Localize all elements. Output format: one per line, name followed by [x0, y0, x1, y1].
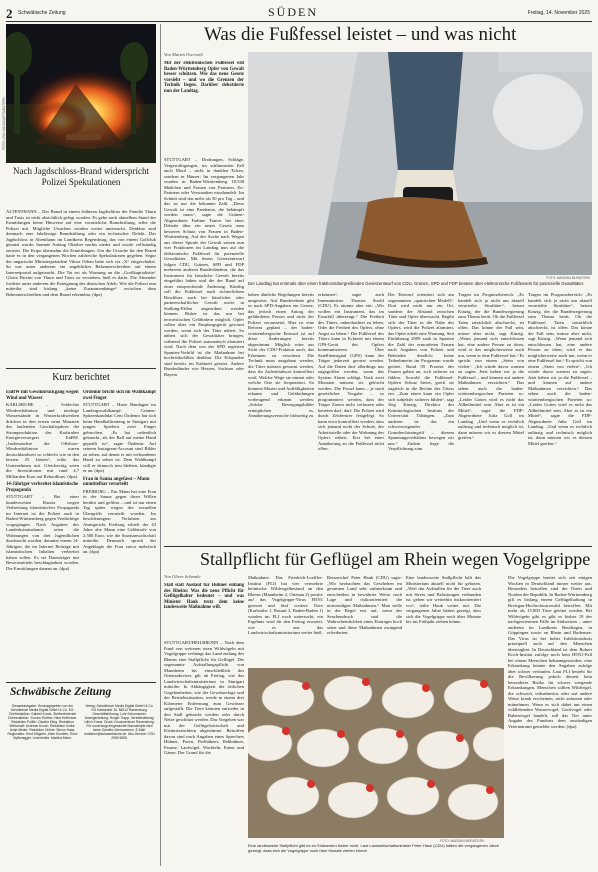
- main-col-5: [458, 292, 524, 542]
- header-rule: [6, 21, 592, 22]
- second-col-1-text: STUTTGART/HEILBRONN – Nach dem Fund von weiteren toten Wildvögeln mit Vogelgrippe verhängt das Land entlang des Rheins eine Stallpflicht für Geflügel. Die sogenannte Aufstallungspflicht von Mannheim bis einschließlich des Ortenaukreises gilt ab Freitag, wie das Landwirtschaftsministerium in Stuttgart mitteilte. In Abhängigkeit der örtlichen Gegebenheiten, wie der Gewässerlage und der Betriebssituation, werde in einem drei Kilometer Entfernung zum Gewässer aufgestallt. Die Tiere könnten entweder in den Stall gebracht werden oder durch Netze geschützt werden. Das Vorgehen war mit der Geflügelwirtschaft und Kleintierzüchtern abgestimmt. Betroffen davon sind nach Angaben eines Sprechers Hühner, Puten, Perlhühner, Rebhühner, Fasane, Laufvögel, Wachteln, Enten und Gänse. Der Grund für die: [164, 640, 244, 755]
- second-col-1: [164, 640, 244, 866]
- page-number: 2: [6, 6, 13, 21]
- chickens-image: [248, 668, 504, 838]
- second-lead: Stall statt Auslauf für Hühner entlang des Rheins: Was die neue Pflicht für Geflügelhalter bedeutet – und was Minister Hauk trotz dem keine landesweite Maßnahme will.: [164, 583, 244, 610]
- main-col-1: [164, 157, 244, 542]
- left-story-body: ALTENTHANN – Der Brand in einem früheren Jagdschloss der Familie Thurn und Taxis ist nicht absichtlich gelegt worden. Es gebe nach aktuellem Stand der Ermittlungen keine Hinweise auf eine vorsätzliche Brandstiftung, teilte die Polizei mit. Mögliche Ursachen würden weiter untersucht. Denkbar sind demnach eine fahrlässige Brandstiftung oder ein technischer Defekt. Das Jagdschloss in Altenthann im Landkreis Regensburg, das von einem Golfclub genutzt wurde, brannte Anfang Oktober nachts nieder und wurde vollständig zerstört. Die Kripo übernahm die Ermittlungen. Um die Ursache für den Brand hatte es in den vergangenen Wochen zahlreiche Spekulationen gegeben. Segur der ungarische Ministerpräsident Viktor Orban hatte sich via „X“ eingeschaltet. So war unter anderem ein angebliches Bekennerschreiben auf einem Internetportal aufgetaucht. Die Tat sei als Warnung an die „Großkapitalistin“ Gloria Fürstin von Thurn und Taxis zu verstehen, hieß es darin. Die Absender forderte unter anderem die Enteignung des deutschen Adels. Wie die Polizei nun mitteilte, sind bislang „keine Zusammenhänge“ zwischen dem Bekennerschreiben und dem Brand erkennbar. (dpa): [6, 209, 156, 297]
- paper-name: Schwäbische Zeitung: [18, 10, 66, 16]
- column-divider: [160, 24, 161, 866]
- imprint-rule: [6, 682, 156, 683]
- main-col-1-text: STUTTGART – Drohungen, Schläge, Vergewaltigungen, im schlimmsten Fall auch Mord – nicht in dunklen Ecken, sondern in Häuser: Im vergangenen Jahr wurden in Baden-Württemberg 18.538 Mädchen und Frauen von Partnern, Ex-Partnern oder Verwandten misshandelt. Im Schnitt sind das mehr als 50 pro Tag – und das ist nur die bekannte Zahl. „Diese Gewalt ist eine Pandemie, die bekämpft werden muss“, sagte die Grünen-Abgeordnete Fadime Tuncer bei einer Debatte über ein neues Gesetz zum besseren Schutz von Frauen in Baden-Württemberg. Auf der Suche nach Wegen aus dieser Spirale der Gewalt setzen nun vier Fraktionen im Landtag nun auf die elektronische Fußfessel für potenzielle Gewalttäter. Mit ihrem Gesetzentwurf folgen CDU, Grünen, SPD und FDP mehreren anderen Bundesländern, die das Instrument für häusliche Gewalt bereits eingeführt haben und die der Bund auf einer entsprechende Änderung. Künftig soll die Fußfessel nach richterlichem Beschluss auch bei häuslicher oder partnerschaftlicher Gewalt sowie in Stalking-Fällen angeordnet werden können. Bisher ist das nur bei terroristischen Gefährdern möglich. Opfer sollen über ein Empfangsgerät gewarnt werden, wenn sich der Täter nähert. So nähert sich der Gewalttäter bringen, während die Polizei automatisch alarmiert wird. Nach dem von der SPD regierten Spanien-Vorbild ist die Maßnahme bei hochrisikofällen denkbar. Die Eckpunkte sind bereits im Kabinett gesetzt. Andere Bundesländer wie Hessen, Sachsen oder Bayern: [164, 157, 244, 377]
- left-story-body-box: [6, 209, 156, 364]
- chicken-photo: [248, 668, 504, 838]
- second-col-4: [406, 575, 481, 665]
- kurz-col-1: [6, 390, 79, 677]
- second-byline: Von Oliver Schmale: [164, 574, 201, 579]
- kurz-body-3: STUTTGART – Harte Bandagen im Landtagswahlkampf: Grünen-Spitzenkandidat Cem Özdemir hat sich beim Handballtraining in Stuttgart mit jungen Spielern zwei Finger gebrochen. „Es hat ordentlich geknackt, als der Ball auf meine Hand geprallt ist“, sagte Özdemir. Auf seinem Instagram-Account sind Bilder zu sehen, auf denen er mit verbundener Hand zu sehen ist. Dem Wahlkampf will er dennoch treu bleiben, kündigte er an. (dpa): [83, 402, 156, 473]
- main-lead: Mit der elektronischen Fußfessel will Baden-Württemberg Opfer von Gewalt besser schützen. Wie das neue Gesetz vorsieht – und wo die Grenzen der Technik liegen. Darüber debattierte nun der Landtag.: [164, 61, 244, 94]
- kurz-body-2: STUTTGART – Bei einer bundesweiten Razzia wegen Verbreitung islamistischer Propaganda im Internet ist die Polizei auch in Baden-Württemberg gegen Verdächtige vorgegangen. Nach Angaben des Landeskriminalamts seien die Wohnungen von drei Jugendlichen durchsucht worden, darunter einem 14-Jährigen, die im Internet Beiträge mit islamistischen Inhalten verbreitet haben sollen. Es sei Datenträger mit Beweismitteln beschlagnahmt worden. Die Ermittlungen dauern an. (dpa): [6, 494, 79, 571]
- second-headline: Stallpflicht für Geflügel am Rhein wegen Vogelgrippe: [200, 549, 591, 569]
- kurz-sub-4: Frau in Sauna angefasst – Mann unmittelbar verurteilt: [83, 476, 150, 487]
- kurz-sub-3: Ördemir bricht sich im Wahlkampf zwei Finger: [83, 390, 156, 401]
- main-photo: [248, 52, 592, 275]
- second-col-5: [508, 575, 592, 866]
- chicken-caption: Eine landesweite Stallpflicht gibt es im Südwesten bisher nicht. Laut Landwirtschaftsminister Peter Hauk (CDU) hätten die vergangenen Jahre gezeigt, dass sich die Vogelgrippe noch über Monate ziehen könne.: [248, 843, 500, 853]
- imprint-right: Verlag: Schwäbisch Media Digital GmbH & Co. KG Karlstraße 16, 88212 Ravensburg. Geschäftsführung: Lutz Schumacher. Anzeigenleitung: Holger Trapp. Vertriebsleitung: Ulrich Kraus. Druck: Druckzentrum Ravensburg. Für unverlangt eingesandte Manuskripte wird keine Gewähr übernommen. E-Mail: redaktion@schwaebische.de. Abo-Service: 0751 2955 5555.: [84, 704, 155, 740]
- chicken-photo-credit: FOTO: MARIJAN MURAT/DPA: [440, 839, 484, 843]
- second-col-3: [327, 575, 402, 665]
- main-col-4-text: Der Entwurf orientiert sich am sogenannten „spanischen Modell“. Dort wird nicht nur ein Ort, sondern der Abstand zwischen Täter und Opfer überwacht. Begibt sich der Täter in die Nähe des Opfers, wird die Polizei alarmiert, das Opfer erhält eine Warnung. Seit Einführung 2009 sank in Spanien die Zahl der ermordeten Frauen nach Angaben von Polizei und Behörden deutlich; keine Teilnehmerin im Programm wurde getötet. Rund 95 Prozent der Frauen gaben an, sich sicherer zu fühlen. Sowohl die Fußfessel-Opfern Schutz bietet, greift sie zugleich in die Rechte des Täters ein. „Zum einen kann ein Opfer sich subjektiv sicherer fühlen“, sagt Jörg Kinzig, Direktor des Kriminologischen Instituts der Universität Tübingen. „Zum anderen ist das ein schwerwiegender Grundrechtseingriff – diesem Spannungsverhältnis bewegen wir uns.“ Zudem liege die Verpflichtung zum: [388, 292, 454, 451]
- main-col-3-text: erkennen“, sagte auch Innenminister Thomas Strobl (CDU). Er räumte aber ein: „Wir wollen ein Instrument, das im Ernstfall überzeugt.“ Die Freiheit des Täters, unbeobachtet zu leben, Oder die Freiheit des Opfers, ohne Angst zu leben.“ Die Fußfessel des Täters kann in Echtzeit mit einem GPS-Gerät des Opfers kommunizieren. Über Satellitensignal (GPS) kann der Träger jederzeit geortet werden. Auf die Daten darf allerdings nur zugegriffen werden, wenn das System Alarm schlägt. Nach zwei Monaten müssen sie gelöscht werden. Die Fessel kann – je nach gesetzlicher Vorgabe – so programmiert werden, dass der Träger Zonen nicht verlassen oder betreten darf, darf. Die Polizei wird durch Zeitfenster festgelegt. So kann etwa kontrolliert werden, dass sich jemand nicht der Schule, der Arbeitsstelle oder der Wohnung des Opfers nähert. Erst bei einer Annäherung an die Fußfessel nicht offen.: [318, 292, 384, 451]
- left-story-headline: Nach Jagdschloss-Brand widerspricht Polizei Spekulationen: [13, 166, 149, 187]
- main-col-2-text: haben ähnliche Regelungen bereits umgesetzt. Auf Bundesebene gibt es nach SPD-Angaben ein Gesetz, das jedoch einen Antrag der gefährdeten Person und nicht der Polizei voraussetzt. Hier ist eine Reform geplant – der baden-württembergische Entwurf ist auf diese Änderungen bereits abgestimmt. Möglich wäre aus Sicht der CDU-Fraktion auch, das Erkennen zu erweitern. Die Technik muss ausgebaut werden, die Täter müssen gewarnt werden, dass ihr Aufenthaltsort kontrolliert wird. Welche Wege sie nimmt oder welche Orte sie frequentiert. So könnten Muster und Auffälligkeiten erkannt und Gefährdungen vorbeugend erkannt werden. „Solche Bewegungsbilder ermöglichen es, Annäherungsversuche frühzeitig zu: [248, 292, 314, 418]
- castle-fire-photo: [6, 24, 156, 163]
- main-photo-credit: FOTO: MARIJAN MURAT/DPA: [546, 276, 590, 280]
- left-divider: [6, 368, 156, 369]
- story-divider: [164, 546, 592, 547]
- main-lead-box: [164, 61, 244, 155]
- left-story: [6, 166, 156, 188]
- second-col-2-text: Maßnahme: Das Friedrich-Loeffler-Institut (FLI) hat vier vermehrte heimische Wildvogelbestand an den Rheins (Mannheim 2, Ortenau 2) positiv auf das Vogelgrippe-Virus H5N1 getestet und fünf weitere Tiere (Karlsruhe 1, Rastatt 3, Baden-Baden 1) wurden im FLI noch untersucht, ein Ergebnis wird für den Freitag erwartet, wie es aus das Landwirtschaftsministerium weiter hieß.: [248, 575, 323, 635]
- main-caption: Der Landtag hat erstmals über einen fraktionsübergreifenden Gesetzentwurf von CDU, Grünen, SPD und FDP beraten über elektronische Fußfesseln für potenzielle Gewalttäter.: [248, 281, 585, 286]
- second-col-3-text: Ressortchef Peter Hauk (CDU) sagte: „Wir beobachten das Geschehen im gesamten Land sehr aufmerksam und entscheiden in bewährter Weise nach Lage und risikoorientiert die notwendigen Maßnahmen.“ Man stelle in der Regel erst auf, wenn der Seuchendruck und die Wahrscheinlichkeit eines Eintrages hoch seien und diese Maßnahmen zwingend erforderten.: [327, 575, 402, 635]
- main-byline: Von Martin Oversohl: [164, 52, 203, 57]
- kurz-body-4: FREIBURG – Ein Mann hat eine Frau in der Sauna gegen ihren Willen berührt und gefilmt – und ist nur einen Tag später wegen des sexuellen Übergriffs verurteilt worden. Im beschleunigten Verfahren am Amtsgericht Freiburg erhielt der 43 Jahre alte Mann eine Geldstrafe von 2.500 Euro, wie die Staatsanwaltschaft mitteilte. Demnach sprach der Angeklagte die Frau zuvor mehrfach an. (dpa): [83, 488, 156, 554]
- kurz-col-2: [83, 390, 156, 677]
- main-col-6-text: Tragen im Prognosebereich: „Es handelt sich ja nicht um aktuell verurteilte Straftäter“, betont Kinzig, der die Bundesregierung zum Thema berät. Ob die Fußfessel Taten tatsächlich abschreckt, ist offen. Das könne der Fall sein, müsse aber nicht, sagt Kinzig. „Wenn jemand sich entschlossen hat, eine andere Person zu töten, wird er das möglicherweise auch tun, wenn er eine Fußfessel hat.“ Er spricht von einem „Stein von vielen“. „Ich würde davor warnen zu sagen: Jetzt haben wir ja die Fußfessel – und können auf andere Maßnahmen verzichten.“ Das sehen auch die baden-württembergischen Parteien so: „Leider Gottes wird es nicht das Allheilmittel sein. Aber es ist ein Mittel“, sagte die FDP-Abgeordnete Julia Goll im Landtag. „Und wenn es rechtlich zulässig und technisch möglich ist, dann müssen wir es diesem Mittel greifen.“: [528, 292, 592, 446]
- ankle-monitor-image: [248, 52, 592, 275]
- main-col-6: [528, 292, 592, 542]
- main-headline: Was die Fußfessel leistet – und was nicht: [204, 24, 517, 45]
- kurz-body-1: KARLSRUHE – Schlechte Windverhältnisse und niedrige Wasserstände in Wasserkraftwerken drücken in den ersten neun Monaten des laufenden Geschäftsjahres die Stromproduktion des Karlsruher Energieversorgers EnBW. „Insbesondere die Offshore-Windverhältnisse waren deutschlandweit so schlecht wie in den letzten 25 Jahren“, teilte das Unternehmen mit. Gleichzeitig seien die Investitionen mit rund 4,7 Milliarden Euro auf Rekordkurs. (dpa): [6, 402, 79, 479]
- main-col-5-text: Tragen im Prognosebereich: „Es handelt sich ja nicht um aktuell verurteilte Straftäter“, betont Kinzig, der die Bundesregierung zum Thema berät. Ob die Fußfessel Taten tatsächlich abschreckt, ist offen. Das könne der Fall sein, müsse aber nicht, sagt Kinzig. „Wenn jemand sich entschlossen hat, eine andere Person zu töten, wird er das möglicherweise auch tun, wenn er eine Fußfessel hat.“ Er spricht von einem „Stein von vielen“. „Ich würde davor warnen zu sagen: Jetzt haben wir ja die Fußfessel – und können auf andere Maßnahmen verzichten.“ Das sehen auch die baden-württembergischen Parteien so: „Leider Gottes wird es nicht das Allheilmittel sein. Aber es ist ein Mittel“, sagte die FDP-Abgeordnete Julia Goll im Landtag. „Und wenn es rechtlich zulässig und technisch möglich ist, dann müssen wir es diesem Mittel greifen.“: [458, 292, 524, 440]
- main-col-4: [388, 292, 454, 542]
- issue-date: Freitag, 14. November 2025: [527, 10, 590, 16]
- second-col-4-text: Eine landesweite Stallpflicht hält das Ministerium aktuell nicht für geboten. „Weil das Aufstallen für die Tiere auch mit Stress und Belastungen verbunden ist, gehen wir weiterhin risikoorientiert vor“, teilte Hauk weiter mit. Die vergangenen Jahre hätten gezeigt, dass sich die Vogelgrippe noch über Monate bis ins Frühjahr ziehen könne.: [406, 575, 481, 624]
- imprint-left: Gesamtausgabe: Herausgegeben von der Schwäbisch Media Digital GmbH & Co. KG. Chefredaktion: Gabriel Kords. Stellvertretende Chefredaktion: Yvonne Roither, Nina Hoffmann. Redaktion Politik: Claudia Kling. Redaktion Wirtschaft: Andreas Knoch. Redaktion Kultur: Antje Merke. Redaktion Online: Simon Haas. Regionales: Gerd Mägerle, Anke Kumbier, Erich Nyffenegger. Leserbriefe: Martina Meier.: [7, 704, 78, 740]
- kurz-berichtet-box: [6, 372, 156, 383]
- kurz-sub-1: EnBW mit Gewinnrückgang wegen Wind und Wasser: [6, 390, 79, 401]
- second-lead-box: [164, 583, 244, 637]
- paper-logo: Schwäbische Zeitung: [10, 686, 112, 698]
- main-col-3: [318, 292, 384, 542]
- left-photo-credit: FOTO: LRA LINDAU/ARTS/ÄMTERN: [2, 97, 6, 150]
- section-title: SÜDEN: [268, 5, 319, 19]
- second-col-5-text: Die Vogelgrippe breitet sich seit einigen Wochen in Deutschland immer weiter aus. Besonders betroffen sind der Osten und Norden der Republik. In Baden-Württemberg gilt es bislang einem Geflügelhaltung in Breisgau-Hochschwarzwald betroffen. Mit mehr als 15.000 Tiere getötet werden. Bei Wildvögeln gibt es gibt es bisher 19 der nachgewiesenen Fälle im Südwesten – unter anderem im Landkreis Reutlingen, in Göppingen sowie an Rhein und Bodensee. Das Virus ist bei hoher Infektionsdosis prinzipiell auch auf den Menschen übertragbar. In Deutschland ist dem Robert Koch-Institut zufolge noch kein H5N1-Fall bei einem Menschen bekanntgeworden, eine Erkrankung könnte den Angaben zufolge aber schwer verlaufen. Laut FLI besteht für die Bevölkerung jedoch derzeit kein besonderes Risiko für schwer wiegende Erkrankungen. Menschen sollten Wildvögel, die schwach, teilnahmslos oder auf andere Weise krank erscheinen, nicht anfassen oder mitnehmen. Wenn es sich dabei um einen wildlebenden Wasservogel, Greifvogel oder Rabenvogel handelt, soll das Tier unter Angabe des Fundorts dem zuständigen Veterinäramt gemeldet werden. (dpa): [508, 575, 592, 729]
- second-col-2: [248, 575, 323, 665]
- castle-fire-image: [6, 24, 156, 163]
- main-col-2: [248, 292, 314, 542]
- kurz-sub-2: 14-Jähriger verbreitet islamistische Propaganda: [6, 482, 79, 493]
- kurz-title: Kurz berichtet: [52, 372, 110, 383]
